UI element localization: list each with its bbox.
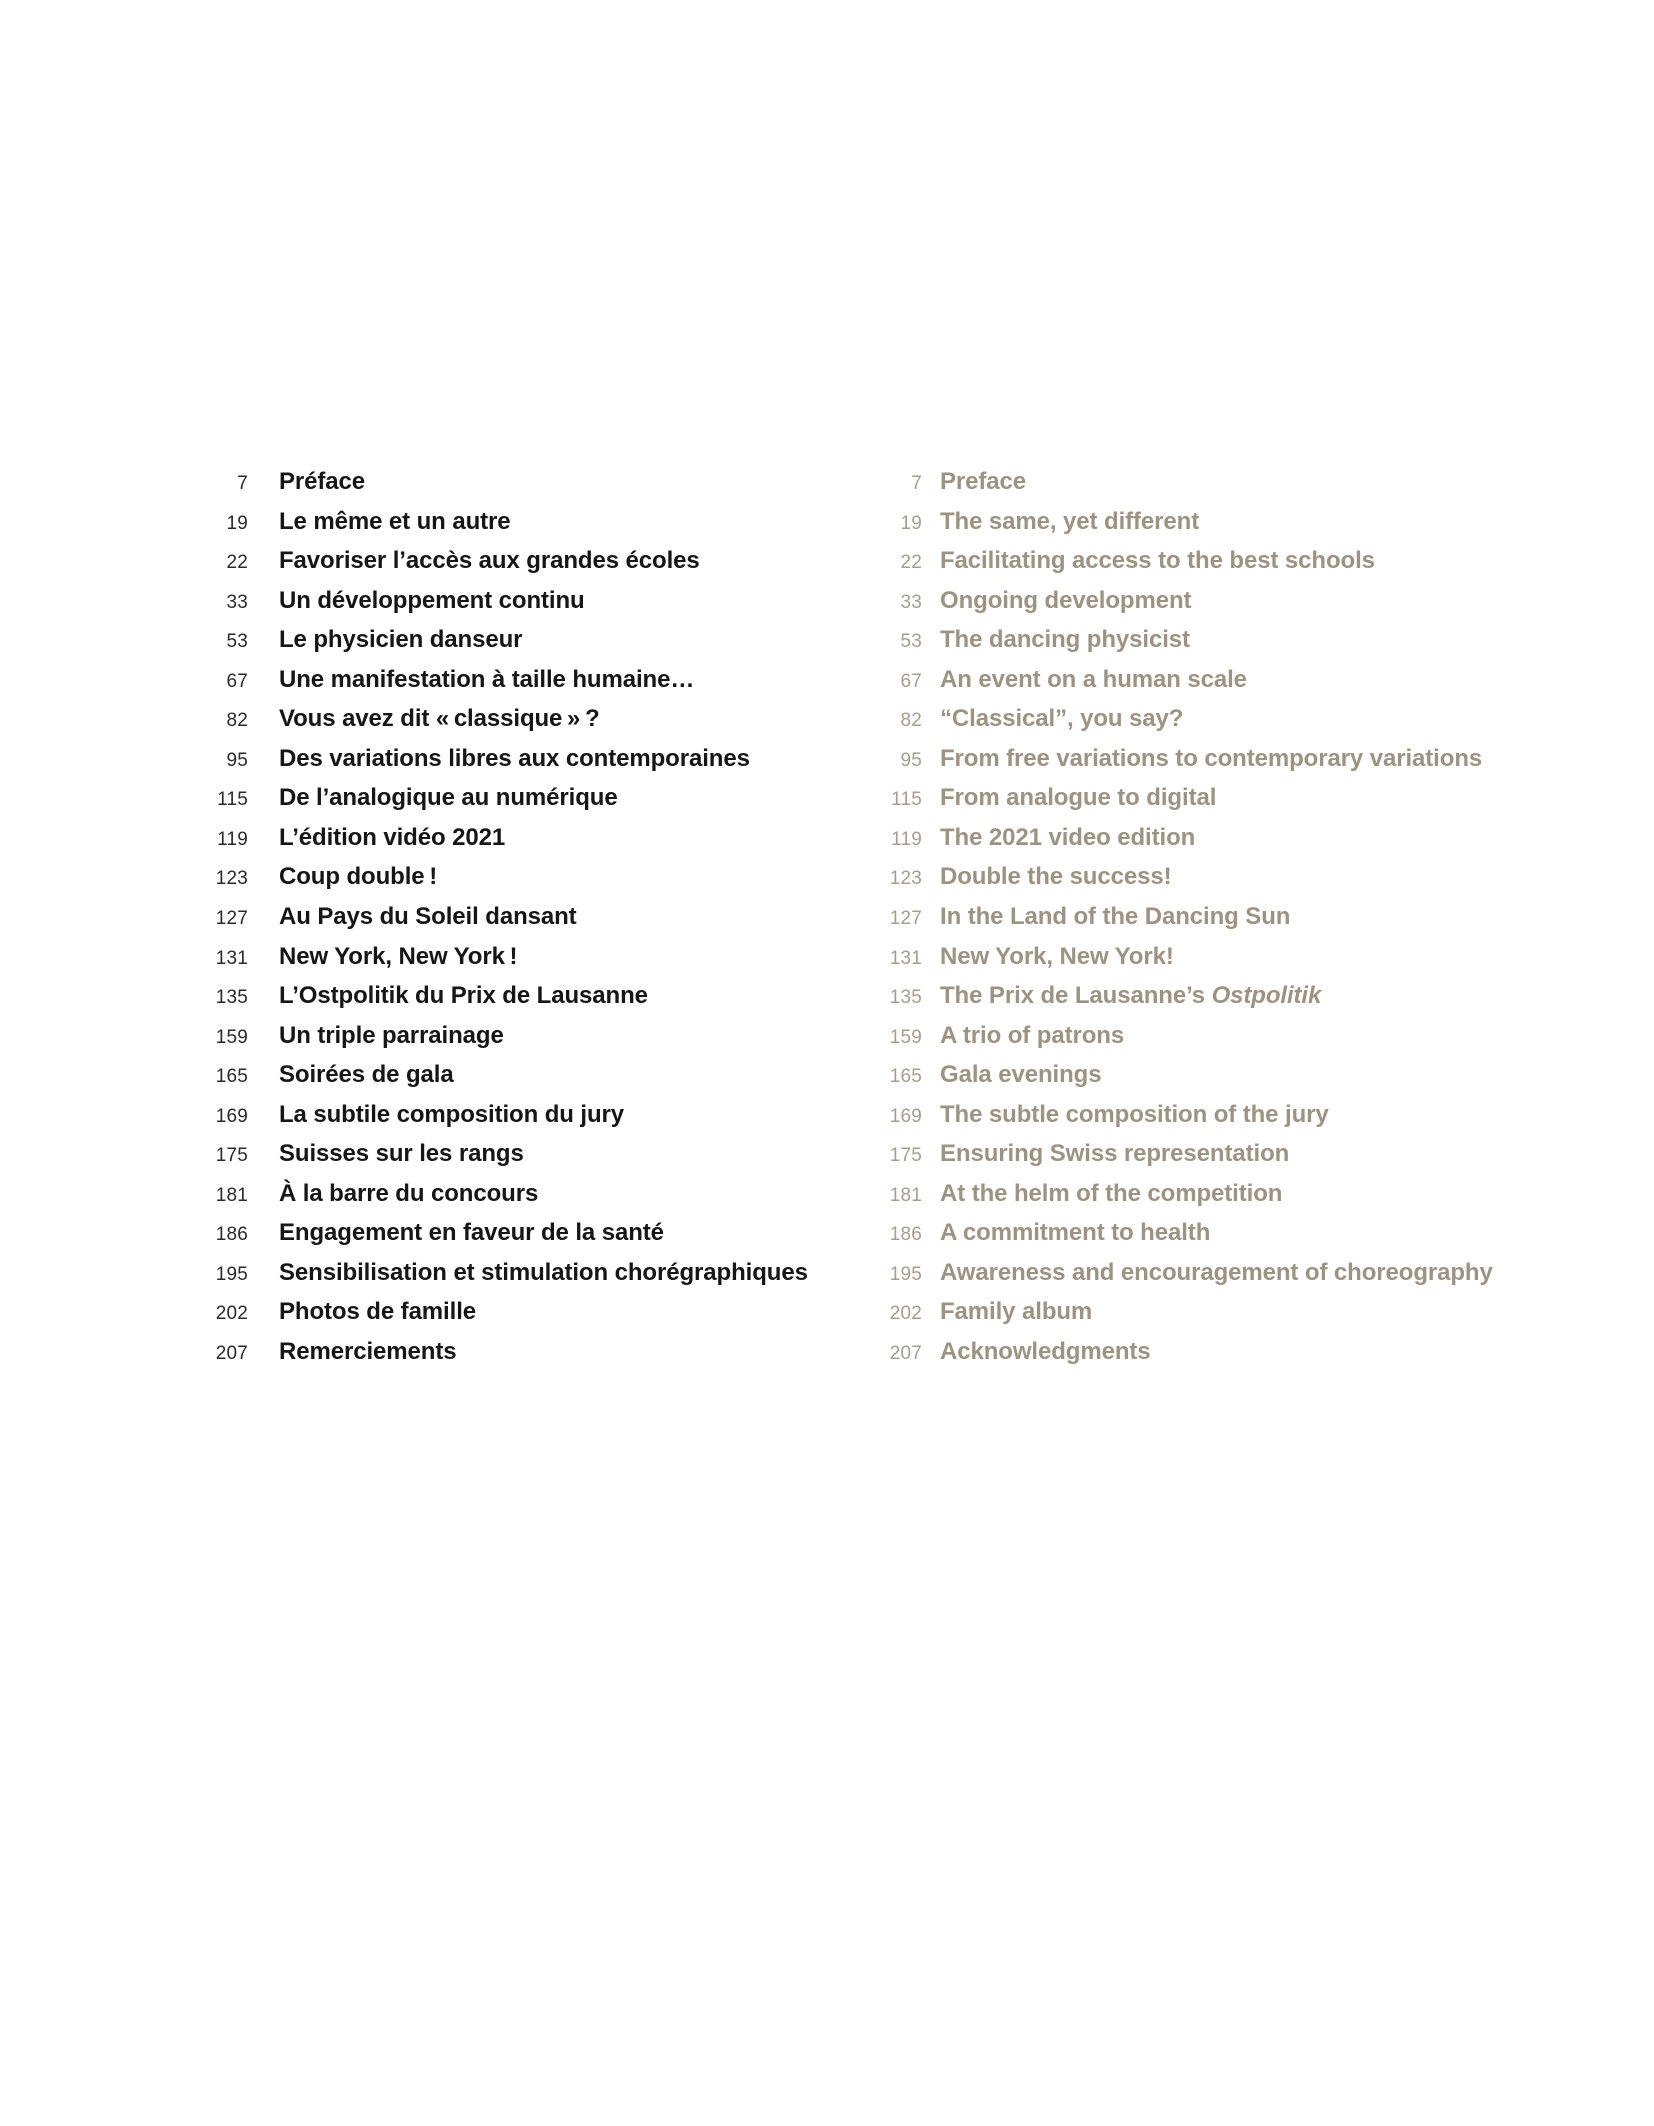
toc-entry-page-number: 202 [889,1303,922,1325]
toc-entry-title: Family album [940,1298,1093,1326]
toc-entry-page-number: 95 [226,749,248,771]
toc-entry-title [940,982,1321,1009]
toc-entry [160,622,808,662]
toc-entry-page-number: 135 [215,987,248,1009]
toc-entry-title: Preface [940,468,1027,495]
toc-entry [834,1334,1493,1374]
toc-entry [160,859,808,899]
toc-entry-page-number: 195 [215,1263,248,1285]
toc-entry [160,820,808,860]
toc-entry [160,899,808,939]
toc-entry-title: À la barre du concours [279,1179,539,1207]
toc-entry [834,978,1493,1018]
toc-entry [834,1255,1493,1295]
toc-entry [834,464,1493,504]
toc-entry-page-number: 169 [215,1105,248,1127]
toc-entry-title: Au Pays du Soleil dansant [279,903,577,931]
toc-entry-page-number: 119 [217,828,248,850]
toc-entry [834,780,1493,820]
toc-entry-page-number: 181 [889,1184,922,1206]
toc-entry [834,1294,1493,1334]
toc-entry-title: Le même et un autre [279,507,511,535]
toc-entry-page-number: 33 [226,591,248,613]
toc-entry-title: At the helm of the competition [940,1179,1283,1207]
toc-entry [834,1057,1493,1097]
toc-entry-page-number: 67 [226,670,248,692]
toc-entry-page-number: 131 [215,947,248,969]
toc-entry-title: An event on a human scale [940,665,1247,693]
toc-entry [160,1294,808,1334]
toc-entry [834,820,1493,860]
toc-entry [160,583,808,623]
toc-entry-title: L’Ostpolitik du Prix de Lausanne [279,982,648,1010]
toc-entry [160,978,808,1018]
toc-entry-page-number: 127 [215,908,248,930]
toc-entry-title: From free variations to contemporary variations [940,744,1483,772]
toc-entry-page-number: 186 [215,1224,248,1246]
toc-entry-title: “Classical”, you say? [940,705,1184,733]
toc-entry-page-number: 165 [215,1066,248,1088]
toc-entry-page-number: 207 [215,1343,248,1365]
toc-entry-title: New York, New York ! [279,942,518,970]
toc-entry [160,1176,808,1216]
toc-entry-title: The subtle composition of the jury [940,1100,1329,1128]
toc-entry [160,543,808,583]
toc-entry-title: La subtile composition du jury [279,1100,625,1128]
toc-entry-title-italic-run: Ostpolitik [1211,982,1322,1010]
toc-entry [834,543,1493,583]
toc-entry-title-run: The Prix de Lausanne’s [940,982,1212,1010]
toc-entry [834,583,1493,623]
toc-entry-page-number: 175 [215,1145,248,1167]
toc-list-french [160,464,808,1374]
toc-entry [160,662,808,702]
toc-entry-page-number: 67 [900,670,922,692]
toc-entry [834,701,1493,741]
toc-entry-title: Le physicien danseur [279,626,523,654]
toc-entry [834,622,1493,662]
toc-entry-title: L’édition vidéo 2021 [279,823,506,851]
toc-entry-page-number: 202 [215,1303,248,1325]
toc-entry-page-number: 131 [889,947,922,969]
toc-entry [834,1215,1493,1255]
toc-entry-title: Gala evenings [940,1061,1102,1089]
toc-entry [160,1018,808,1058]
toc-entry-title: The 2021 video edition [940,823,1196,851]
toc-entry [834,859,1493,899]
toc-entry [834,1136,1493,1176]
toc-entry-title: In the Land of the Dancing Sun [940,903,1291,931]
toc-entry-page-number: 7 [237,473,248,494]
toc-entry [834,899,1493,939]
toc-entry [834,1018,1493,1058]
toc-entry [160,741,808,781]
toc-entry [160,780,808,820]
toc-entry [834,1176,1493,1216]
toc-entry-title: New York, New York! [940,942,1174,970]
toc-entry-title: Sensibilisation et stimulation chorégraphiques [279,1258,808,1286]
toc-entry-title: Engagement en faveur de la santé [279,1219,664,1247]
toc-entry-page-number: 195 [889,1263,922,1285]
toc-entry-title: Ensuring Swiss representation [940,1140,1290,1168]
toc-entry-page-number: 135 [889,987,922,1009]
toc-entry-page-number: 207 [889,1343,922,1365]
toc-entry-page-number: 82 [226,710,248,732]
toc-entry-title: Suisses sur les rangs [279,1140,524,1168]
toc-entry-page-number: 22 [226,552,248,574]
toc-entry-title: From analogue to digital [940,784,1217,812]
toc-entry [160,939,808,979]
toc-entry-page-number: 119 [891,828,922,850]
toc-entry-title: Des variations libres aux contemporaines [279,744,750,772]
toc-list-english [834,464,1493,1374]
toc-entry-page-number: 7 [911,473,922,494]
toc-entry-title: Soirées de gala [279,1061,454,1089]
toc-entry-title: Favoriser l’accès aux grandes écoles [279,547,700,575]
toc-entry-page-number: 123 [889,868,922,890]
toc-entry-page-number: 175 [889,1145,922,1167]
toc-entry [160,1097,808,1137]
toc-entry-title: Un développement continu [279,586,585,614]
toc-entry [834,741,1493,781]
toc-entry-page-number: 181 [215,1184,248,1206]
toc-entry [834,504,1493,544]
toc-entry-title: Double the success! [940,863,1172,891]
toc-entry-page-number: 19 [226,512,248,534]
toc-entry-page-number: 169 [889,1105,922,1127]
toc-entry-page-number: 19 [900,512,922,534]
toc-entry-page-number: 159 [889,1026,922,1048]
toc-entry-page-number: 115 [891,789,922,811]
toc-entry-page-number: 115 [217,789,248,811]
toc-entry-title: Awareness and encouragement of choreography [940,1258,1493,1286]
toc-entry-page-number: 53 [226,631,248,653]
toc-entry [160,1255,808,1295]
toc-entry [834,939,1493,979]
toc-entry-title: The same, yet different [940,507,1200,535]
toc-entry [834,1097,1493,1137]
toc-entry-page-number: 95 [900,749,922,771]
toc-entry-page-number: 165 [889,1066,922,1088]
toc-entry-title: Facilitating access to the best schools [940,547,1375,575]
toc-entry [160,464,808,504]
toc-entry-page-number: 82 [900,710,922,732]
toc-entry [160,504,808,544]
toc-entry-title: Une manifestation à taille humaine… [279,665,695,693]
toc-entry-title: Coup double ! [279,863,438,891]
toc-entry [160,1334,808,1374]
toc-entry-page-number: 127 [889,908,922,930]
toc-entry-page-number: 22 [900,552,922,574]
toc-entry-title: Acknowledgments [940,1338,1151,1366]
toc-entry-title: A trio of patrons [940,1021,1125,1049]
toc-entry [160,1136,808,1176]
toc-entry-title: Un triple parrainage [279,1021,504,1049]
toc-entry-page-number: 159 [215,1026,248,1048]
toc-entry-page-number: 186 [889,1224,922,1246]
toc-entry-title: Vous avez dit « classique » ? [279,705,600,733]
toc-entry-title: Remerciements [279,1338,457,1366]
toc-entry-title: Préface [279,468,366,495]
toc-entry [834,662,1493,702]
toc-entry-title: Photos de famille [279,1298,477,1326]
toc-entry [160,1215,808,1255]
toc-entry [160,701,808,741]
toc-entry-title: The dancing physicist [940,626,1190,654]
toc-entry-title: A commitment to health [940,1219,1211,1247]
toc-entry-page-number: 53 [900,631,922,653]
toc-entry [160,1057,808,1097]
toc-entry-page-number: 33 [900,591,922,613]
toc-entry-title: Ongoing development [940,586,1192,614]
toc-entry-page-number: 123 [215,868,248,890]
toc-entry-title: De l’analogique au numérique [279,784,618,812]
